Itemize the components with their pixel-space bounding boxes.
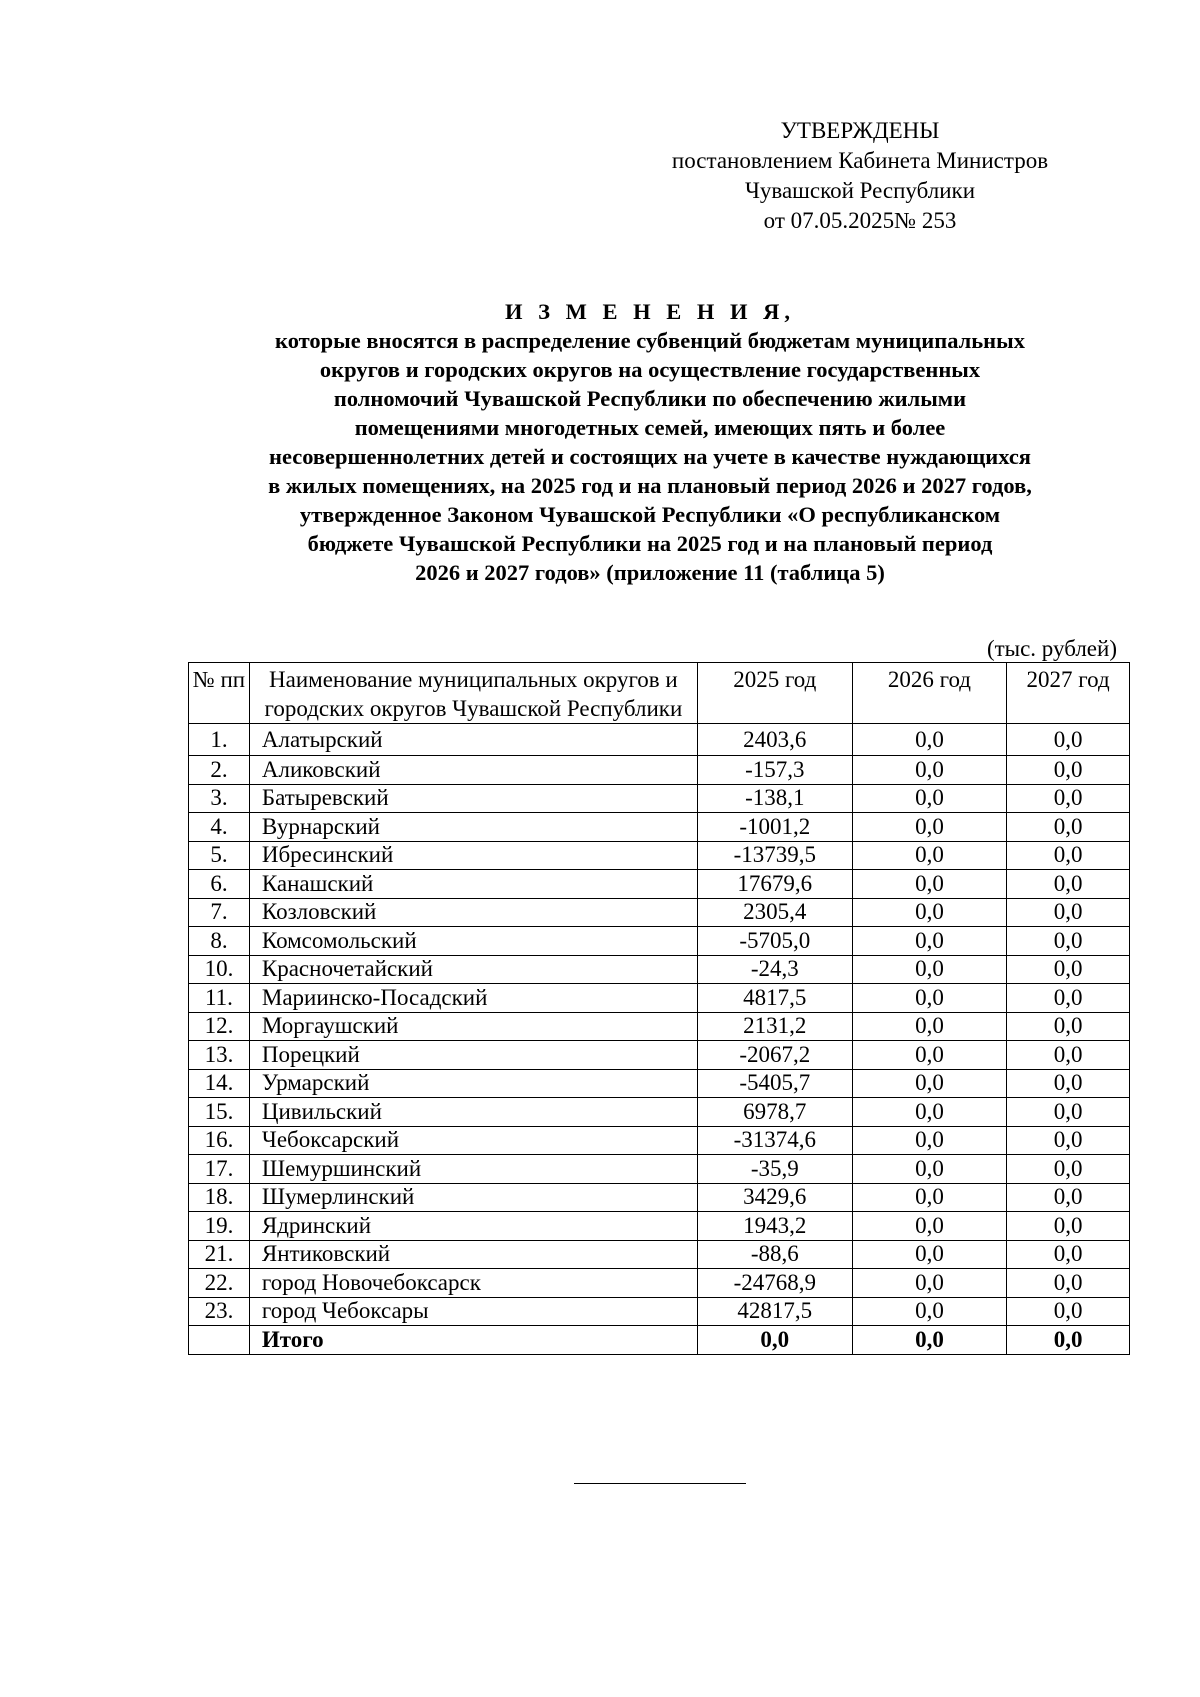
header-2027: 2027 год xyxy=(1007,663,1130,724)
row-2025: -13739,5 xyxy=(697,841,852,870)
total-2025: 0,0 xyxy=(697,1326,852,1355)
row-name xyxy=(249,870,697,899)
table-row xyxy=(189,1297,1130,1326)
municipality-name: Алатырский xyxy=(261,726,383,752)
total-num xyxy=(189,1326,250,1355)
row-2027: 0,0 xyxy=(1007,955,1130,984)
row-name xyxy=(249,1212,697,1241)
row-2026: 0,0 xyxy=(852,1098,1007,1127)
row-2027: 0,0 xyxy=(1007,1212,1130,1241)
row-num: 14. xyxy=(189,1069,250,1098)
row-name xyxy=(249,898,697,927)
row-2025: -24768,9 xyxy=(697,1269,852,1298)
units-label: (тыс. рублей) xyxy=(986,636,1117,661)
municipality-name: Ибресинский xyxy=(261,842,394,868)
table-row xyxy=(189,955,1130,984)
municipality-name: Цивильский xyxy=(261,1098,382,1124)
row-name xyxy=(249,784,697,813)
row-name xyxy=(249,1269,697,1298)
row-2027: 0,0 xyxy=(1007,784,1130,813)
row-2027: 0,0 xyxy=(1007,1155,1130,1184)
municipality-name: Шумерлинский xyxy=(261,1184,415,1210)
row-num: 2. xyxy=(189,756,250,785)
row-num: 15. xyxy=(189,1098,250,1127)
row-2025: 2131,2 xyxy=(697,1012,852,1041)
row-name xyxy=(249,1155,697,1184)
row-2026: 0,0 xyxy=(852,1012,1007,1041)
row-num: 5. xyxy=(189,841,250,870)
row-2026: 0,0 xyxy=(852,756,1007,785)
row-2026: 0,0 xyxy=(852,1041,1007,1070)
table-row xyxy=(189,1069,1130,1098)
title-line: утвержденное Законом Чувашской Республики «О республиканском xyxy=(299,502,1001,527)
municipality-name: Комсомольский xyxy=(261,927,417,953)
row-name xyxy=(249,1069,697,1098)
row-name xyxy=(249,724,697,756)
table-row xyxy=(189,1212,1130,1241)
row-2027: 0,0 xyxy=(1007,1098,1130,1127)
row-2026: 0,0 xyxy=(852,1240,1007,1269)
row-2025: -2067,2 xyxy=(697,1041,852,1070)
row-2026: 0,0 xyxy=(852,1126,1007,1155)
header-2025: 2025 год xyxy=(697,663,852,724)
row-2026: 0,0 xyxy=(852,1212,1007,1241)
row-num: 4. xyxy=(189,813,250,842)
table-row xyxy=(189,1240,1130,1269)
municipality-name: Ядринский xyxy=(261,1212,372,1238)
approval-region: Чувашской Республики xyxy=(744,178,976,203)
table-row xyxy=(189,984,1130,1013)
approval-number: № 253 xyxy=(894,208,957,233)
row-name xyxy=(249,1012,697,1041)
row-name xyxy=(249,927,697,956)
row-2025: 42817,5 xyxy=(697,1297,852,1326)
row-2026: 0,0 xyxy=(852,1155,1007,1184)
title-line: несовершеннолетних детей и состоящих на учете в качестве нуждающихся xyxy=(269,444,1031,469)
row-num: 23. xyxy=(189,1297,250,1326)
municipality-name: Батыревский xyxy=(261,785,389,811)
row-num: 7. xyxy=(189,898,250,927)
row-2026: 0,0 xyxy=(852,898,1007,927)
municipality-name: Козловский xyxy=(261,899,377,925)
row-2025: -24,3 xyxy=(697,955,852,984)
row-2026: 0,0 xyxy=(852,984,1007,1013)
approval-stamp xyxy=(600,116,1120,236)
table-row xyxy=(189,1183,1130,1212)
row-2025: 4817,5 xyxy=(697,984,852,1013)
approval-date: от 07.05.2025 xyxy=(763,208,895,233)
row-num: 18. xyxy=(189,1183,250,1212)
row-num: 21. xyxy=(189,1240,250,1269)
subvention-table xyxy=(188,662,1130,1355)
table-row xyxy=(189,813,1130,842)
table-row xyxy=(189,1041,1130,1070)
row-2026: 0,0 xyxy=(852,1069,1007,1098)
row-2027: 0,0 xyxy=(1007,1126,1130,1155)
row-2025: 2403,6 xyxy=(697,724,852,756)
table-header-row xyxy=(189,663,1130,724)
row-name xyxy=(249,841,697,870)
row-2025: 6978,7 xyxy=(697,1098,852,1127)
row-2025: -138,1 xyxy=(697,784,852,813)
row-2027: 0,0 xyxy=(1007,813,1130,842)
table-row xyxy=(189,841,1130,870)
row-2025: -35,9 xyxy=(697,1155,852,1184)
row-2026: 0,0 xyxy=(852,1269,1007,1298)
row-2026: 0,0 xyxy=(852,927,1007,956)
row-2026: 0,0 xyxy=(852,1183,1007,1212)
title-line: которые вносятся в распределение субвенций бюджетам муниципальных xyxy=(275,328,1025,353)
row-2025: 3429,6 xyxy=(697,1183,852,1212)
row-name xyxy=(249,1297,697,1326)
row-num: 17. xyxy=(189,1155,250,1184)
row-2027: 0,0 xyxy=(1007,1269,1130,1298)
title-line: 2026 и 2027 годов» (приложение 11 (таблица 5) xyxy=(415,560,885,585)
header-name: Наименование муниципальных округов и городских округов Чувашской Республики xyxy=(249,663,697,724)
row-name xyxy=(249,756,697,785)
row-2026: 0,0 xyxy=(852,870,1007,899)
table-row xyxy=(189,756,1130,785)
row-num: 22. xyxy=(189,1269,250,1298)
table-row xyxy=(189,1155,1130,1184)
table-row xyxy=(189,927,1130,956)
row-2026: 0,0 xyxy=(852,813,1007,842)
table-row xyxy=(189,1126,1130,1155)
municipality-name: Канашский xyxy=(261,870,374,896)
table-row xyxy=(189,898,1130,927)
approval-date-line xyxy=(600,206,1120,236)
row-name xyxy=(249,984,697,1013)
approval-title: УТВЕРЖДЕНЫ xyxy=(780,118,940,143)
row-2025: -157,3 xyxy=(697,756,852,785)
total-row xyxy=(189,1326,1130,1355)
row-2026: 0,0 xyxy=(852,1297,1007,1326)
row-num: 6. xyxy=(189,870,250,899)
row-2025: -5405,7 xyxy=(697,1069,852,1098)
document-title xyxy=(190,297,1110,587)
row-num: 16. xyxy=(189,1126,250,1155)
row-2025: -1001,2 xyxy=(697,813,852,842)
total-2027: 0,0 xyxy=(1007,1326,1130,1355)
end-divider xyxy=(574,1483,746,1484)
title-line: полномочий Чувашской Республики по обеспечению жилыми xyxy=(333,386,967,411)
total-2026: 0,0 xyxy=(852,1326,1007,1355)
total-label: Итого xyxy=(261,1326,324,1352)
row-2027: 0,0 xyxy=(1007,1240,1130,1269)
municipality-name: Янтиковский xyxy=(261,1241,391,1267)
row-2026: 0,0 xyxy=(852,724,1007,756)
municipality-name: Вурнарский xyxy=(261,813,380,839)
row-2027: 0,0 xyxy=(1007,1041,1130,1070)
row-2025: 2305,4 xyxy=(697,898,852,927)
municipality-name: Моргаушский xyxy=(261,1013,399,1039)
table-row xyxy=(189,1012,1130,1041)
row-name xyxy=(249,1041,697,1070)
title-line: в жилых помещениях, на 2025 год и на плановый период 2026 и 2027 годов, xyxy=(268,473,1032,498)
row-2027: 0,0 xyxy=(1007,841,1130,870)
row-2027: 0,0 xyxy=(1007,927,1130,956)
title-line: бюджете Чувашской Республики на 2025 год и на плановый период xyxy=(307,531,993,556)
municipality-name: Урмарский xyxy=(261,1070,370,1096)
row-name xyxy=(249,955,697,984)
row-2027: 0,0 xyxy=(1007,1183,1130,1212)
row-num: 12. xyxy=(189,1012,250,1041)
row-2027: 0,0 xyxy=(1007,756,1130,785)
approval-authority: постановлением Кабинета Министров xyxy=(671,148,1049,173)
row-2026: 0,0 xyxy=(852,784,1007,813)
row-2025: 1943,2 xyxy=(697,1212,852,1241)
row-name xyxy=(249,1240,697,1269)
total-name xyxy=(249,1326,697,1355)
row-num: 8. xyxy=(189,927,250,956)
row-name xyxy=(249,1126,697,1155)
row-num: 1. xyxy=(189,724,250,756)
header-num: № пп xyxy=(189,663,250,724)
header-2026: 2026 год xyxy=(852,663,1007,724)
row-2025: -31374,6 xyxy=(697,1126,852,1155)
row-2027: 0,0 xyxy=(1007,870,1130,899)
row-num: 3. xyxy=(189,784,250,813)
title-line: округов и городских округов на осуществление государственных xyxy=(319,357,981,382)
row-2027: 0,0 xyxy=(1007,1012,1130,1041)
municipality-name: Мариинско-Посадский xyxy=(261,984,488,1010)
row-name xyxy=(249,813,697,842)
row-2027: 0,0 xyxy=(1007,898,1130,927)
row-2025: -88,6 xyxy=(697,1240,852,1269)
table-row xyxy=(189,870,1130,899)
row-num: 11. xyxy=(189,984,250,1013)
document-heading: И З М Е Н Е Н И Я, xyxy=(504,299,795,324)
row-2027: 0,0 xyxy=(1007,724,1130,756)
municipality-name: Аликовский xyxy=(261,756,381,782)
municipality-name: Чебоксарский xyxy=(261,1127,400,1153)
row-2025: 17679,6 xyxy=(697,870,852,899)
row-2025: -5705,0 xyxy=(697,927,852,956)
row-num: 13. xyxy=(189,1041,250,1070)
title-line: помещениями многодетных семей, имеющих пять и более xyxy=(354,415,946,440)
table-row xyxy=(189,724,1130,756)
row-2026: 0,0 xyxy=(852,955,1007,984)
table-row xyxy=(189,1098,1130,1127)
row-2026: 0,0 xyxy=(852,841,1007,870)
table-row xyxy=(189,1269,1130,1298)
municipality-name: Порецкий xyxy=(261,1041,360,1067)
table-row xyxy=(189,784,1130,813)
row-num: 19. xyxy=(189,1212,250,1241)
municipality-name: Красночетайский xyxy=(261,956,433,982)
row-name xyxy=(249,1183,697,1212)
row-name xyxy=(249,1098,697,1127)
row-num: 10. xyxy=(189,955,250,984)
row-2027: 0,0 xyxy=(1007,1069,1130,1098)
municipality-name: город Чебоксары xyxy=(261,1298,429,1324)
municipality-name: Шемуршинский xyxy=(261,1155,422,1181)
row-2027: 0,0 xyxy=(1007,984,1130,1013)
row-2027: 0,0 xyxy=(1007,1297,1130,1326)
municipality-name: город Новочебоксарск xyxy=(261,1269,481,1295)
